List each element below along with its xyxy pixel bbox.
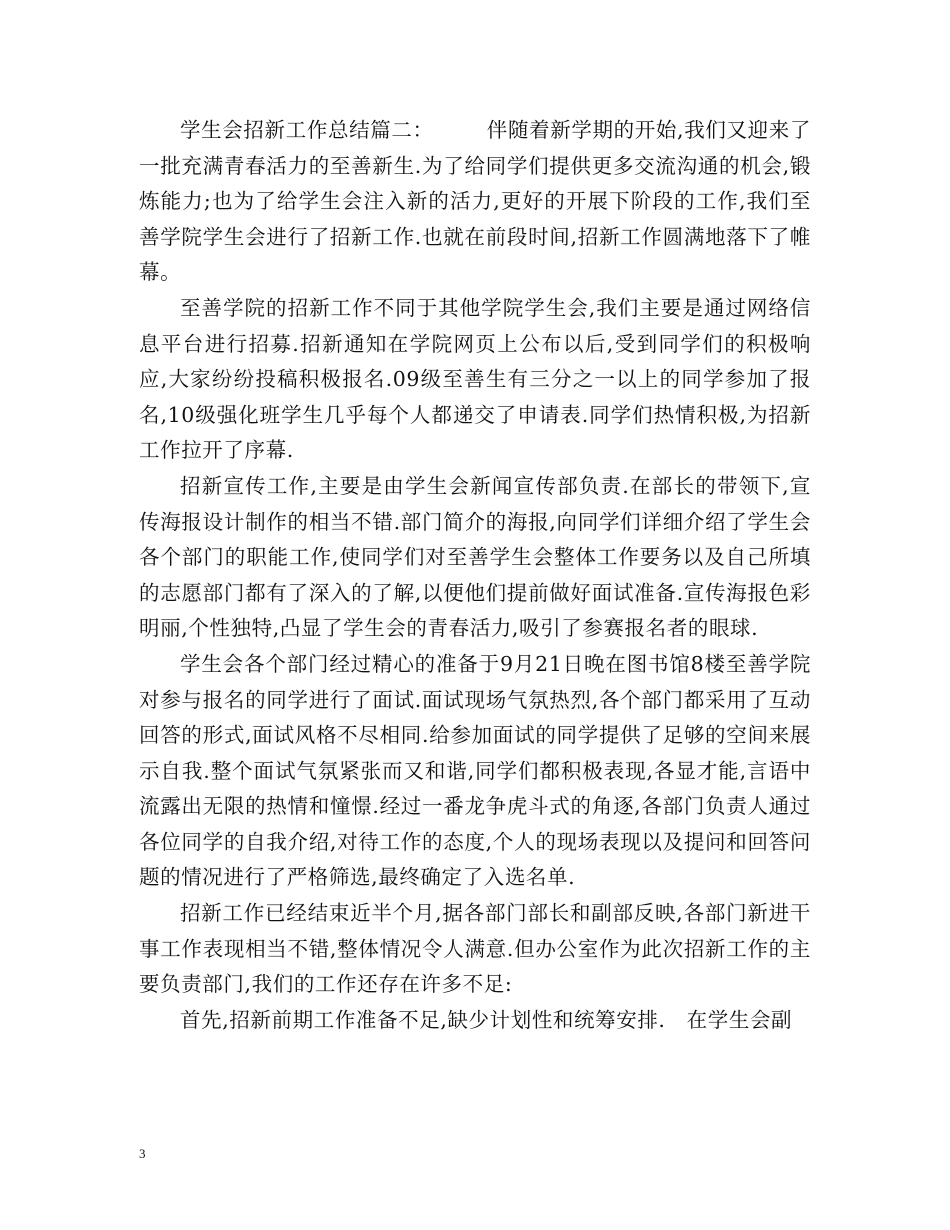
- paragraph-intro: 学生会招新工作总结篇二： 伴随着新学期的开始,我们又迎来了一批充满青春活力的至善新生.为了给同学们提供更多交流沟通的机会,锻炼能力;也为了给学生会注入新的活力,更好的开展下阶段的工作,我们至善学院学生会进行了招新工作.也就在前段时间,招新工作圆满地落下了帷幕。: [139, 118, 811, 285]
- paragraph-interview: 学生会各个部门经过精心的准备于9月21日晚在图书馆8楼至善学院对参与报名的同学进行了面试.面试现场气氛热烈,各个部门都采用了互动回答的形式,面试风格不尽相同.给参加面试的同学提供了足够的空间来展示自我.整个面试气氛紧张而又和谐,同学们都积极表现,各显才能,言语中流露出无限的热情和憧憬.经过一番龙争虎斗式的角逐,各部门负责人通过各位同学的自我介绍,对待工作的态度,个人的现场表现以及提问和回答问题的情况进行了严格筛选,最终确定了入选名单.: [139, 651, 811, 890]
- paragraph-evaluation: 招新工作已经结束近半个月,据各部门部长和副部反映,各部门新进干事工作表现相当不错,整体情况令人满意.但办公室作为此次招新工作的主要负责部门,我们的工作还存在许多不足:: [139, 901, 811, 997]
- paragraph-recruitment-method: 至善学院的招新工作不同于其他学院学生会,我们主要是通过网络信息平台进行招募.招新通知在学院网页上公布以后,受到同学们的积极响应,大家纷纷投稿积极报名.09级至善生有三分之一以上的同学参加了报名,10级强化班学生几乎每个人都递交了申请表.同学们热情积极,为招新工作拉开了序幕.: [139, 295, 811, 463]
- document-body: [139, 113, 811, 1038]
- paragraph-shortcomings: 首先,招新前期工作准备不足,缺少计划性和统筹安排. 在学生会副: [180, 1007, 793, 1032]
- paragraph-publicity: 招新宣传工作,主要是由学生会新闻宣传部负责.在部长的带领下,宣传海报设计制作的相当不错.部门简介的海报,向同学们详细介绍了学生会各个部门的职能工作,使同学们对至善学生会整体工作要务以及自己所填的志愿部门都有了深入的了解,以便他们提前做好面试准备.宣传海报色彩明丽,个性独特,凸显了学生会的青春活力,吸引了参赛报名者的眼球.: [139, 473, 811, 641]
- page-number: 3: [139, 1146, 146, 1161]
